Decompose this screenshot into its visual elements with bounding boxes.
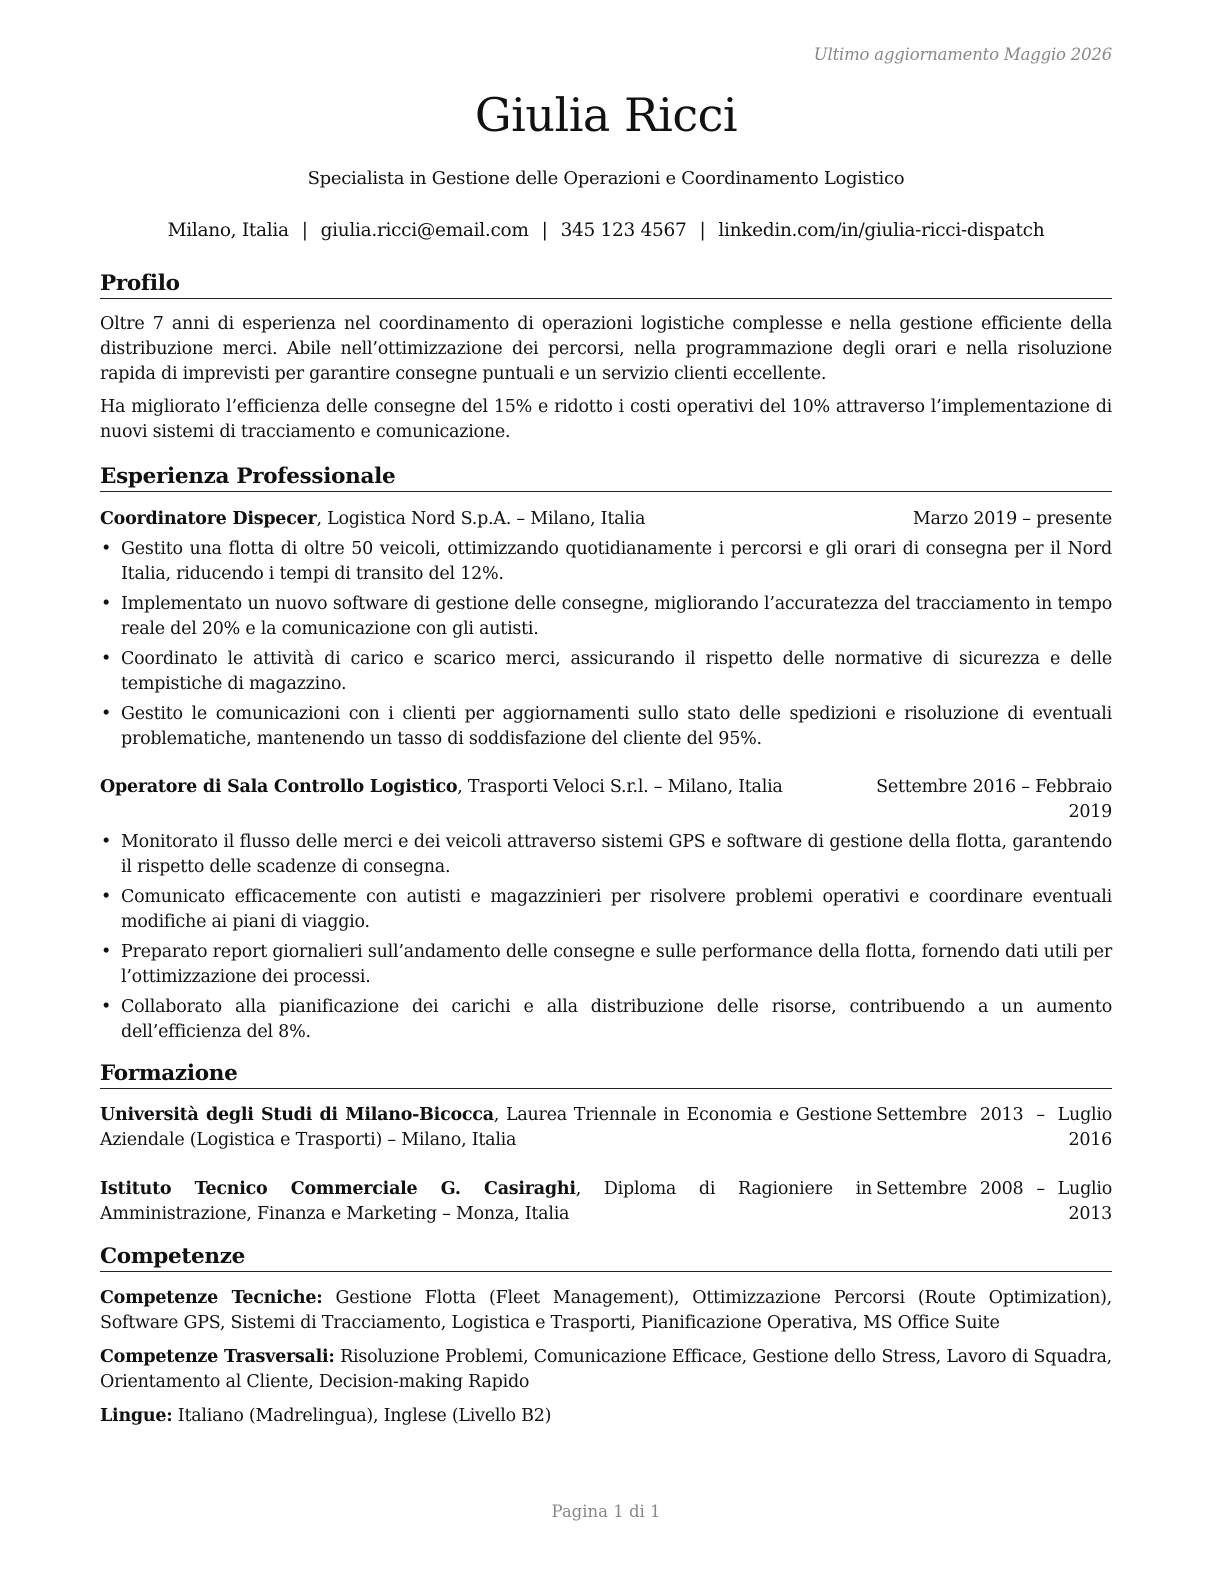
list-item bbox=[100, 647, 1112, 697]
bullet-icon: • bbox=[101, 704, 112, 724]
bullet-text: Coordinato le attività di carico e scarico merci, assicurando il rispetto delle normative di sicurezza e delle tempistiche di magazzino. bbox=[121, 649, 1112, 694]
list-item bbox=[100, 830, 1112, 880]
education-section bbox=[100, 1062, 1112, 1227]
bullet-text: Monitorato il flusso delle merci e dei veicoli attraverso sistemi GPS e software di gestione della flotta, garantendo il rispetto delle scadenze di consegna. bbox=[121, 832, 1112, 877]
job-role-company bbox=[100, 775, 783, 825]
list-item bbox=[100, 702, 1112, 752]
section-title-skills: Competenze bbox=[100, 1245, 1112, 1272]
bullet-text: Gestito le comunicazioni con i clienti per aggiornamenti sullo stato delle spedizioni e risoluzione di eventuali problematiche, mantenendo un tasso di soddisfazione del cliente del 95%. bbox=[121, 704, 1112, 749]
skill-text: Italiano (Madrelingua), Inglese (Livello B2) bbox=[172, 1406, 552, 1426]
skill-label: Lingue: bbox=[100, 1406, 173, 1426]
last-updated: Ultimo aggiornamento Maggio 2026 bbox=[813, 45, 1112, 64]
date-end-year: 2016 bbox=[1068, 1130, 1112, 1150]
contact-email[interactable]: giulia.ricci@email.com bbox=[320, 220, 529, 241]
contact-line bbox=[100, 220, 1112, 241]
job-role: Coordinatore Dispecer bbox=[100, 509, 317, 529]
list-item bbox=[100, 537, 1112, 587]
job-dates-line: Settembre 2016 – Febbraio bbox=[876, 777, 1112, 797]
bullet-icon: • bbox=[101, 832, 112, 852]
bullet-icon: • bbox=[101, 539, 112, 559]
job-dates-line: 2019 bbox=[1068, 802, 1112, 822]
bullet-text: Preparato report giornalieri sull’andamento delle consegne e sulle performance della flotta, fornendo dati utili per l’ottimizzazione dei processi. bbox=[121, 942, 1112, 987]
date-start-month: Settembre bbox=[876, 1179, 968, 1199]
contact-location: Milano, Italia bbox=[167, 220, 289, 241]
skill-text: Risoluzione Problemi, Comunicazione Efficace, Gestione dello Stress, Lavoro di Squadra, Orientamento al Cliente, Decision-making Rapido bbox=[100, 1347, 1112, 1392]
bullet-icon: • bbox=[101, 942, 112, 962]
contact-separator: | bbox=[301, 220, 308, 241]
contact-phone[interactable]: 345 123 4567 bbox=[560, 220, 687, 241]
job-dates: Marzo 2019 – presente bbox=[912, 509, 1112, 529]
skill-line bbox=[100, 1286, 1112, 1336]
date-start-month: Settembre bbox=[876, 1105, 968, 1125]
skills-section bbox=[100, 1245, 1112, 1429]
education-school: Istituto Tecnico Commerciale G. Casiraghi bbox=[100, 1179, 576, 1199]
page-footer: Pagina 1 di 1 bbox=[551, 1502, 661, 1521]
section-title-experience: Esperienza Professionale bbox=[100, 465, 1112, 492]
skill-label: Competenze Tecniche: bbox=[100, 1288, 323, 1308]
date-end-month: Luglio bbox=[1057, 1179, 1112, 1199]
education-school-degree bbox=[100, 1177, 872, 1227]
education-entry bbox=[100, 1103, 1112, 1153]
job-bullets bbox=[100, 830, 1112, 1045]
list-item bbox=[100, 592, 1112, 642]
bullet-icon: • bbox=[101, 649, 112, 669]
candidate-name: Giulia Ricci bbox=[474, 88, 738, 142]
date-end-year: 2013 bbox=[1068, 1204, 1112, 1224]
job-dates bbox=[876, 775, 1112, 825]
list-item bbox=[100, 995, 1112, 1045]
list-item bbox=[100, 940, 1112, 990]
education-degree: , Laurea Triennale in Economia e Gestione Aziendale (Logistica e Trasporti) – Milano, Italia bbox=[100, 1105, 872, 1150]
contact-separator: | bbox=[699, 220, 706, 241]
bullet-text: Gestito una flotta di oltre 50 veicoli, ottimizzando quotidianamente i percorsi e gli orari di consegna per il Nord Italia, riducendo i tempi di transito del 12%. bbox=[121, 539, 1112, 584]
job-company: , Trasporti Veloci S.r.l. – Milano, Italia bbox=[457, 777, 783, 797]
job-header bbox=[100, 775, 1112, 825]
job-bullets bbox=[100, 537, 1112, 752]
bullet-text: Implementato un nuovo software di gestione delle consegne, migliorando l’accuratezza del tracciamento in tempo reale del 20% e la comunicazione con gli autisti. bbox=[121, 594, 1112, 639]
job-role-company bbox=[100, 507, 645, 532]
job-header bbox=[100, 507, 1112, 532]
profile-section bbox=[100, 272, 1112, 445]
education-school: Università degli Studi di Milano-Bicocca bbox=[100, 1105, 494, 1125]
date-start-year: 2013 bbox=[979, 1105, 1024, 1125]
contact-separator: | bbox=[541, 220, 548, 241]
education-entry bbox=[100, 1177, 1112, 1227]
skill-line bbox=[100, 1345, 1112, 1395]
resume-page bbox=[100, 0, 1112, 1584]
date-dash: – bbox=[1036, 1105, 1045, 1125]
bullet-icon: • bbox=[101, 887, 112, 907]
contact-linkedin[interactable]: linkedin.com/in/giulia-ricci-dispatch bbox=[718, 220, 1045, 241]
skill-line bbox=[100, 1404, 1112, 1429]
job-entry bbox=[100, 507, 1112, 752]
job-title-tagline: Specialista in Gestione delle Operazioni e Coordinamento Logistico bbox=[307, 168, 905, 189]
bullet-text: Comunicato efficacemente con autisti e magazzinieri per risolvere problemi operativi e coordinare eventuali modifiche ai piani di viaggio. bbox=[121, 887, 1112, 932]
education-dates bbox=[876, 1103, 1112, 1153]
date-end-month: Luglio bbox=[1057, 1105, 1112, 1125]
skill-text: Gestione Flotta (Fleet Management), Ottimizzazione Percorsi (Route Optimization), Software GPS, Sistemi di Tracciamento, Logistica e Trasporti, Pianificazione Operativa, MS Office Suite bbox=[100, 1288, 1112, 1333]
section-title-profile: Profilo bbox=[100, 272, 1112, 299]
date-dash: – bbox=[1036, 1179, 1045, 1199]
job-entry bbox=[100, 775, 1112, 1045]
bullet-icon: • bbox=[101, 594, 112, 614]
date-start-year: 2008 bbox=[979, 1179, 1024, 1199]
education-dates bbox=[876, 1177, 1112, 1227]
job-role: Operatore di Sala Controllo Logistico bbox=[100, 777, 458, 797]
bullet-text: Collaborato alla pianificazione dei carichi e alla distribuzione delle risorse, contribuendo a un aumento dell’efficienza del 8%. bbox=[121, 997, 1112, 1042]
education-degree: , Diploma di Ragioniere in Amministrazione, Finanza e Marketing – Monza, Italia bbox=[100, 1179, 873, 1224]
experience-section bbox=[100, 465, 1112, 1045]
profile-paragraph: Oltre 7 anni di esperienza nel coordinamento di operazioni logistiche complesse e nella gestione efficiente della distribuzione merci. Abile nell’ottimizzazione dei percorsi, nella programmazione degli orari e nella risoluzione rapida di imprevisti per garantire consegne puntuali e un servizio clienti eccellente. bbox=[100, 314, 1112, 384]
bullet-icon: • bbox=[101, 997, 112, 1017]
section-title-education: Formazione bbox=[100, 1062, 1112, 1089]
list-item bbox=[100, 885, 1112, 935]
profile-paragraph: Ha migliorato l’efficienza delle consegne del 15% e ridotto i costi operativi del 10% attraverso l’implementazione di nuovi sistemi di tracciamento e comunicazione. bbox=[100, 397, 1112, 442]
skill-label: Competenze Trasversali: bbox=[100, 1347, 335, 1367]
job-company: , Logistica Nord S.p.A. – Milano, Italia bbox=[316, 509, 646, 529]
education-school-degree bbox=[100, 1103, 872, 1153]
